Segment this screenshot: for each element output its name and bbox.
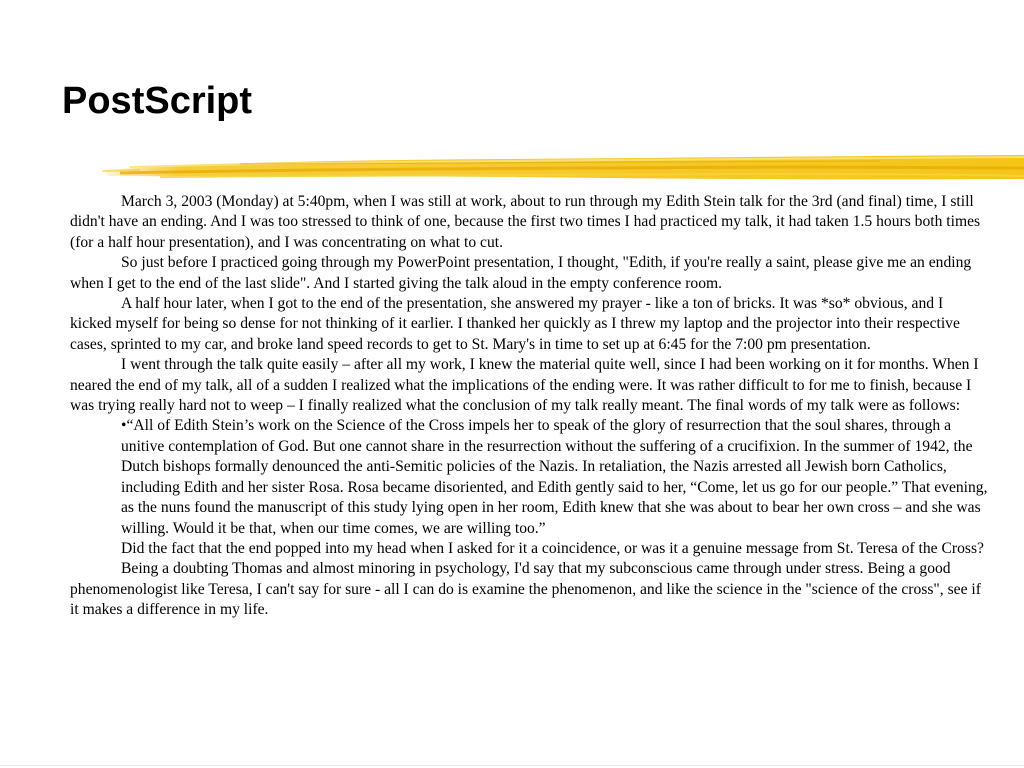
paragraph-6: Did the fact that the end popped into my head when I asked for it a coincidence, or was it a genuine message from St. Teresa of the Cross? (121, 539, 984, 557)
paragraph-3: A half hour later, when I got to the end of the presentation, she answered my prayer - like a ton of bricks. It was *so* obvious, and I kicked myself for being so dense for not thinking of it earlier. I thanked her quickly as I threw my laptop and the projector into their respective cases, sprinted to my car, and broke land speed records to get to St. Mary's in time to set up at 6:45 for the 7:00 pm presentation. (70, 295, 960, 353)
paragraph-7: Being a doubting Thomas and almost minoring in psychology, I'd say that my subconscious came through under stress. Being a good phenomenologist like Teresa, I can't say for sure - all I can do is examine the phenomenon, and like the science in the "science of the cross", see if it makes a difference in my life. (70, 560, 981, 619)
footer-divider (0, 765, 1024, 766)
slide-title: PostScript (62, 80, 253, 122)
brush-stroke-divider (100, 146, 1024, 190)
paragraph-2: So just before I practiced going through my PowerPoint presentation, I thought, "Edith, if you're really a saint, please give me an ending when I get to the end of the last slide". And I started giving the talk aloud in the empty conference room. (70, 254, 972, 292)
paragraph-4: I went through the talk quite easily – after all my work, I knew the material quite well, since I had been working on it for months. When I neared the end of my talk, all of a sudden I realized what the implications of the ending were. It was rather difficult to for me to finish, because I was trying really hard not to weep – I finally realized what the conclusion of my talk really meant. The final words of my talk were as follows: (70, 356, 979, 415)
quote-bullet: •“All of Edith Stein’s work on the Science of the Cross impels her to speak of the glory of resurrection that the soul shares, through a unitive contemplation of God. But one cannot share in the resurrection without the suffering of a crucifixion. In the summer of 1942, the Dutch bishops formally denounced the anti-Semitic policies of the Nazis. In retaliation, the Nazis arrested all Jewish born Catholics, including Edith and her sister Rosa. Rosa became disoriented, and Edith gently said to her, “Come, let us go for our people.” That evening, as the nuns found the manuscript of this study lying open in her room, Edith knew that she was about to bear her own cross – and she was willing. Would it be that, when our time comes, we are willing too.” (121, 417, 988, 537)
paragraph-1: March 3, 2003 (Monday) at 5:40pm, when I was still at work, about to run through my Edith Stein talk for the 3rd (and final) time, I still didn't have an ending. And I was too stressed to think of one, because the first two times I had practiced my talk, it had taken 1.5 hours both times (for a half hour presentation), and I was concentrating on what to cut. (70, 193, 981, 251)
postscript-body (70, 192, 988, 621)
